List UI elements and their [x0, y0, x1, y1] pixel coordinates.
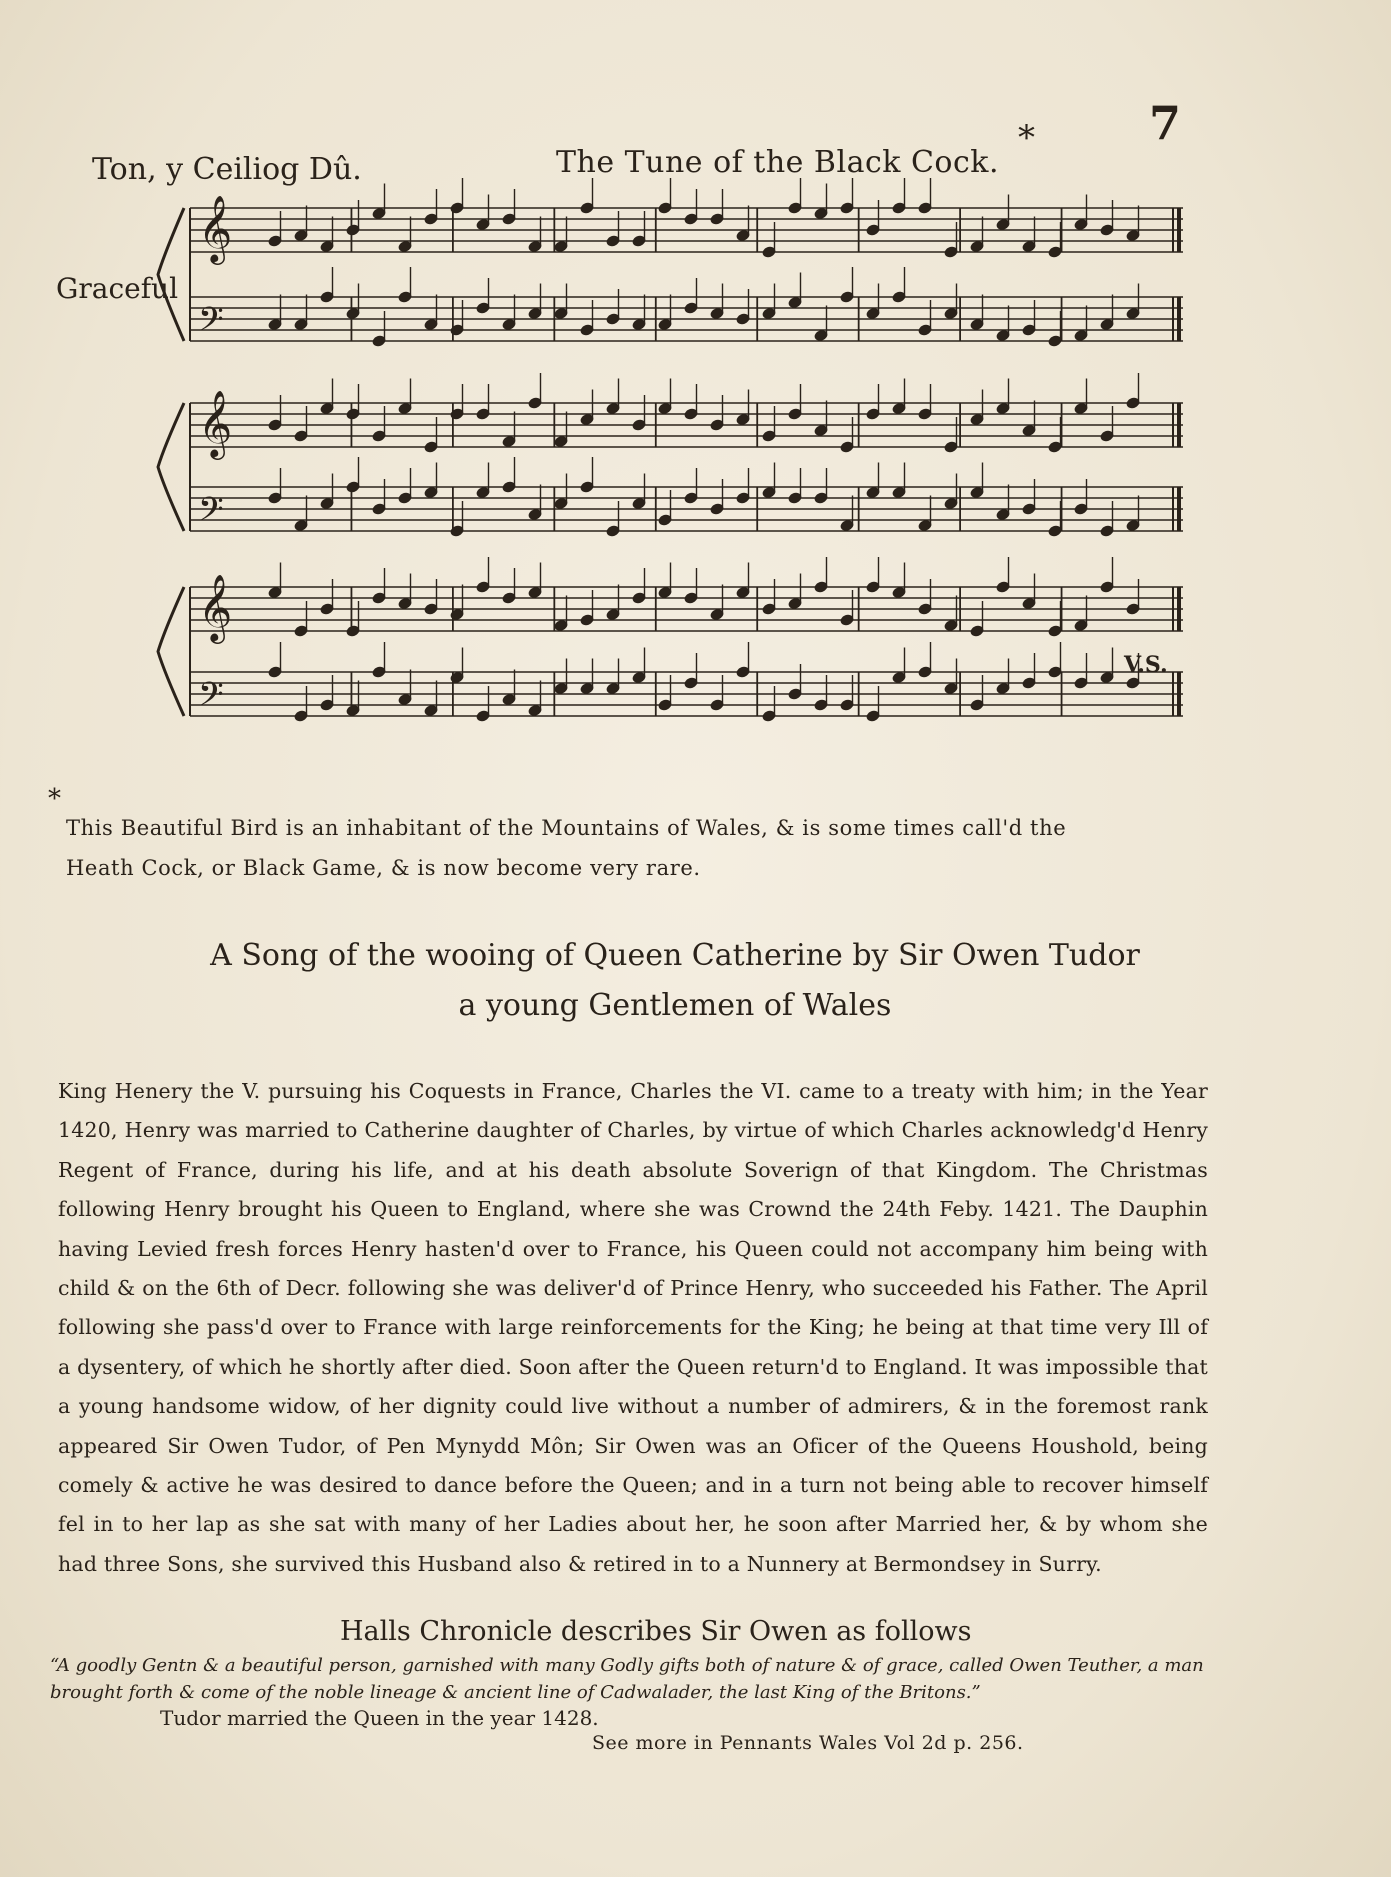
welsh-title: Ton, y Ceiliog Dû. [92, 152, 362, 187]
married-note: Tudor married the Queen in the year 1428. [160, 1706, 599, 1730]
footnote-marker-bottom: * [48, 784, 61, 814]
page-number: 7 [1148, 96, 1181, 150]
treble-clef: 𝄞 [198, 573, 233, 641]
system-brace [158, 208, 184, 341]
footnote-line-1: This Beautiful Bird is an inhabitant of the Mountains of Wales, & is some times call'd the [66, 816, 1067, 840]
reference-note: See more in Pennants Wales Vol 2d p. 256. [592, 1732, 1024, 1754]
chronicle-heading: Halls Chronicle describes Sir Owen as follows [340, 1616, 972, 1647]
treble-clef: 𝄞 [198, 389, 233, 457]
footnote [66, 808, 1156, 888]
staves [158, 178, 1183, 722]
chronicle-quote: “A goodly Gentn & a beautiful person, garnished with many Godly gifts both of nature & of grace, called Owen Teuther, a man brought forth & come of the noble lineage & ancient line of Cadwalader, the last King of the Britons.” [50, 1655, 1204, 1703]
treble-clef: 𝄞 [198, 194, 233, 262]
bass-clef: 𝄢 [198, 676, 224, 722]
system-brace [158, 403, 184, 531]
tempo-marking: Graceful [56, 272, 179, 305]
volti-subito-mark: V.S. [1124, 652, 1168, 678]
bass-clef: 𝄢 [198, 491, 224, 537]
song-body-text: King Henery the V. pursuing his Coquests in France, Charles the VI. came to a treaty with him; in the Year 1420, Henry was married to Catherine daughter of Charles, by virtue of which Charles acknowledg'd Henry Regent of France, during his life, and at his death absolute Soverign of that Kingdom. The Christmas following Henry brought his Queen to England, where she was Crownd the 24th Feby. 1421. The Dauphin having Levied fresh forces Henry hasten'd over to France, his Queen could not accompany him being with child & on the 6th of Decr. following she was deliver'd of Prince Henry, who succeeded his Father. The April following she pass'd over to France with large reinforcements for the King; he being at that time very Ill of a dysentery, of which he shortly after died. Soon after the Queen return'd to England. It was impossible that a young handsome widow, of her dignity could live without a number of admirers, & in the foremost rank appeared Sir Owen Tudor, of Pen Mynydd Môn; Sir Owen was an Oficer of the Queens Houshold, being comely & active he was desired to dance before the Queen; and in a turn not being able to recover himself fel in to her lap as she sat with many of her Ladies about her, he soon after Married her, & by whom she had three Sons, she survived this Husband also & retired in to a Nunnery at Bermondsey in Surry. [58, 1079, 1208, 1576]
system-brace [158, 587, 184, 716]
song-title-line-1: A Song of the wooing of Queen Catherine by Sir Owen Tudor [210, 938, 1140, 973]
footnote-line-2: Heath Cock, or Black Game, & is now become very rare. [66, 856, 701, 880]
song-title-line-2: a young Gentlemen of Wales [458, 988, 892, 1023]
footnote-marker: * [1018, 118, 1035, 158]
english-title: The Tune of the Black Cock. [556, 145, 1000, 180]
bass-clef: 𝄢 [198, 301, 224, 347]
music-score [0, 0, 1391, 780]
